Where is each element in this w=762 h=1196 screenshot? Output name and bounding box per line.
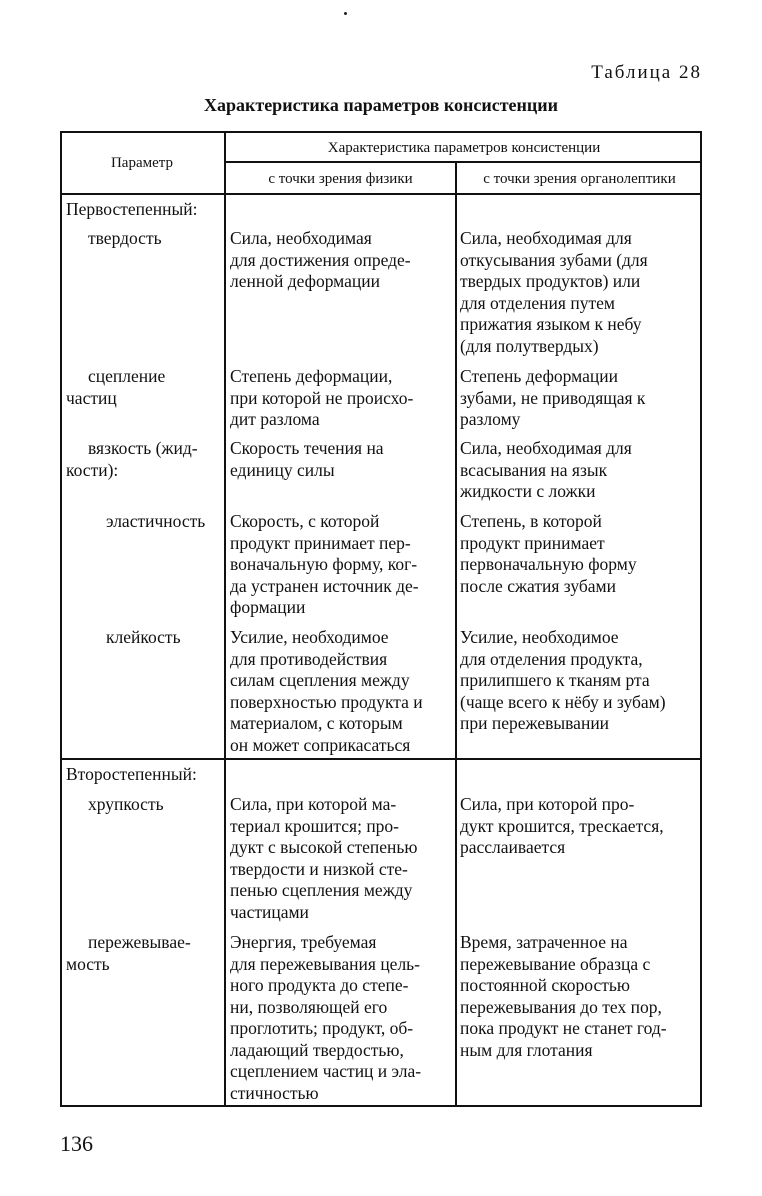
- param-adhesiveness: клейкость: [106, 627, 181, 647]
- col-divider-2: [455, 162, 457, 1107]
- param-hardness: твердость: [88, 228, 162, 248]
- organoleptic-cohesion: Степень деформации зубами, не приводящая к разлому: [460, 366, 646, 429]
- section-rule: [60, 758, 702, 760]
- param-cohesion: сцепление частиц: [66, 366, 166, 408]
- col-divider-1: [224, 131, 226, 1107]
- header-physics: с точки зрения физики: [268, 171, 413, 187]
- header-subrule: [224, 161, 702, 163]
- stray-dot: [344, 12, 347, 15]
- organoleptic-adhesiveness: Усилие, необходимое для отделения продукта, прилипшего к тканям рта (чаще всего к нёбу и зубам) при пережевывании: [460, 627, 666, 733]
- param-viscosity: вязкость (жид- кости):: [66, 438, 198, 480]
- page-number: 136: [60, 1131, 93, 1156]
- param-brittleness: хрупкость: [88, 794, 164, 814]
- physics-adhesiveness: Усилие, необходимое для противодействия силам сцепления между поверхностью продукта и материалом, с которым он может соприкасаться: [230, 627, 423, 755]
- organoleptic-chewiness: Время, затраченное на пережевывание образца с постоянной скоростью пережевывания до тех пор, пока продукт не станет год- ным для глотания: [460, 932, 667, 1060]
- param-chewiness: пережевывае- мость: [66, 932, 191, 974]
- header-bottom-rule: [60, 193, 702, 195]
- section-primary-label: Первостепенный:: [66, 199, 198, 219]
- header-organoleptic: с точки зрения органолептики: [483, 171, 676, 187]
- table-number: Таблица 28: [591, 62, 702, 83]
- physics-chewiness: Энергия, требуемая для пережевывания цель- ного продукта до степе- ни, позволяющей его проглотить; продукт, об- ладающий твердостью, сцеплением частиц и эла- стичностью: [230, 932, 422, 1103]
- organoleptic-viscosity: Сила, необходимая для всасывания на язык жидкости с ложки: [460, 438, 632, 501]
- param-elasticity: эластичность: [106, 511, 206, 531]
- physics-elasticity: Скорость, с которой продукт принимает пер- воначальную форму, ког- да устранен источник де- формации: [230, 511, 419, 617]
- physics-hardness: Сила, необходимая для достижения опреде- ленной деформации: [230, 228, 411, 291]
- header-group: Характеристика параметров консистенции: [327, 140, 601, 156]
- organoleptic-elasticity: Степень, в которой продукт принимает первоначальную форму после сжатия зубами: [460, 511, 637, 596]
- header-parameter: Параметр: [110, 155, 174, 171]
- physics-cohesion: Степень деформации, при которой не происхо- дит разлома: [230, 366, 414, 429]
- physics-viscosity: Скорость течения на единицу силы: [230, 438, 384, 480]
- table-title: Характеристика параметров консистенции: [203, 95, 559, 115]
- organoleptic-brittleness: Сила, при которой про- дукт крошится, трескается, расслаивается: [460, 794, 664, 857]
- organoleptic-hardness: Сила, необходимая для откусывания зубами (для твердых продуктов) или для отделения путем прижатия языком к небу (для полутвердых): [460, 228, 648, 356]
- section-secondary-label: Второстепенный:: [66, 764, 197, 784]
- physics-brittleness: Сила, при которой ма- териал крошится; про- дукт с высокой степенью твердости и низкой сте- пенью сцепления между частицами: [230, 794, 418, 922]
